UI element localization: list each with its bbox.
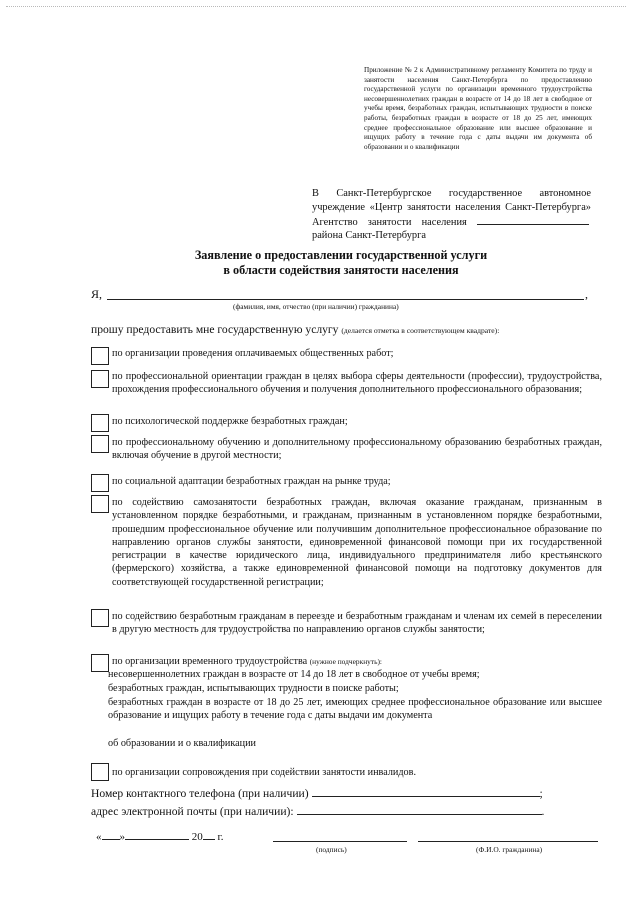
checkbox-temporary-employment[interactable] [91,654,109,672]
checkbox-psychological-support[interactable] [91,414,109,432]
day-field[interactable] [102,829,120,840]
option-psychological-support: по психологической поддержке безработных граждан; [112,416,348,427]
option-temporary-employment-note: (нужное подчеркнуть): [309,657,382,666]
checkbox-self-employment[interactable] [91,495,109,513]
phone-line [91,786,543,800]
request-line [91,323,499,336]
district-blank[interactable] [477,215,589,225]
year-suffix: г. [217,831,224,843]
checkbox-vocational-training[interactable] [91,435,109,453]
signature-field[interactable] [273,841,407,842]
phone-field[interactable] [312,786,540,797]
option-self-employment: по содействию самозанятости безработных граждан, включая оказание гражданам, признанным в установленном порядке безработными, и гражданам, признанным в установленном порядке безработными, прошедшим профессиональное обучение или получившим дополнительное профессиональное образование по направлению органов службы занятости, единовременной финансовой помощи при их государственной регистрации в качестве юридического лица, индивидуального предпринимателя либо крестьянского (фермерского) хозяйства, а также единовременной финансовой помощи на подготовку документов для соответствующей государственной регистрации; [112,497,602,588]
date-line [96,829,224,843]
email-line [91,804,544,818]
month-field[interactable] [125,829,189,840]
option-relocation: по содействию безработным гражданам в переезде и безработным гражданам и членам их семей в переселении в другую местность для трудоустройства по направлению органов службы занятости; [112,611,602,636]
addressee-district: района Санкт-Петербурга [312,230,426,242]
applicant-line [91,287,595,301]
email-label: адрес электронной почты (при наличии): [91,805,294,818]
year-prefix: 20 [191,831,203,843]
option-career-guidance: по профессиональной ориентации граждан в целях выбора сферы деятельности (профессии), трудоустройства, прохождения профессионального обучения и получения дополнительного профессионального образования; [112,371,602,396]
checkbox-relocation[interactable] [91,609,109,627]
option-disability-support: по организации сопровождения при содействии занятости инвалидов. [112,767,416,778]
applicant-name-field[interactable] [107,299,584,300]
phone-label: Номер контактного телефона (при наличии) [91,787,309,800]
checkbox-disability-support[interactable] [91,763,109,781]
option-temporary-employment [112,655,602,668]
temp-employment-graduates[interactable]: безработных граждан в возрасте от 18 до 25 лет, имеющих среднее профессиональное образование или высшее образование и ищущих работу в течение года с даты выдачи им документа [108,697,602,722]
email-field[interactable] [297,804,542,815]
checkbox-paid-public-works[interactable] [91,347,109,365]
date-close-quote: » [119,831,125,843]
checkbox-social-adaptation[interactable] [91,474,109,492]
title-line-2: в области содействия занятости населения [223,263,459,277]
option-social-adaptation: по социальной адаптации безработных граждан на рынке труда; [112,476,391,487]
option-paid-public-works: по организации проведения оплачиваемых общественных работ; [112,348,394,359]
option-vocational-training: по профессиональному обучению и дополнительному профессиональному образованию безработных граждан, включая обучение в другой местности; [112,437,602,462]
temp-employment-job-difficulty[interactable]: безработных граждан, испытывающих трудности в поиске работы; [108,683,399,694]
phone-end: ; [539,787,543,800]
temp-employment-qualification: об образовании и о квалификации [108,738,257,749]
request-text: прошу предоставить мне государственную услугу [91,323,339,336]
temp-employment-minors[interactable]: несовершеннолетних граждан в возрасте от 14 до 18 лет в свободное от учебы время; [108,669,480,680]
date-open-quote: « [96,831,102,843]
option-temporary-employment-label: по организации временного трудоустройства [112,656,308,667]
fullname-field[interactable] [418,841,598,842]
scan-artifact-line [6,6,626,11]
applicant-caption: (фамилия, имя, отчество (при наличии) гражданина) [233,302,399,311]
signature-caption: (подпись) [316,845,347,854]
fullname-caption: (Ф.И.О. гражданина) [476,845,543,854]
addressee-text: В Санкт-Петербургское государственное автономное учреждение «Центр занятости населения Санкт-Петербурга» Агентство занятости населения [312,188,591,228]
title-line-1: Заявление о предоставлении государственной услуги [194,248,488,262]
year-field[interactable] [203,829,215,840]
applicant-prefix: Я, [91,287,103,301]
appendix-header: Приложение № 2 к Административному регламенту Комитета по труду и занятости населения Санкт-Петербурга по предоставлению государственной услуги по организации временного трудоустройства несовершеннолетних граждан в возрасте от 14 до 18 лет в свободное от учебы время, безработных граждан, испытывающих трудности в поиске работы, безработных граждан в возрасте от 18 до 25 лет, имеющих среднее профессиональное образование или высшее образование и ищущих работу в течение года с даты выдачи им документа об образовании и о квалификации [364,66,592,151]
addressee-block [312,187,591,243]
document-title [90,248,592,278]
email-end: . [541,805,545,818]
checkbox-career-guidance[interactable] [91,370,109,388]
request-note: (делается отметка в соответствующем квадрате): [341,326,500,335]
applicant-suffix: , [585,287,588,301]
